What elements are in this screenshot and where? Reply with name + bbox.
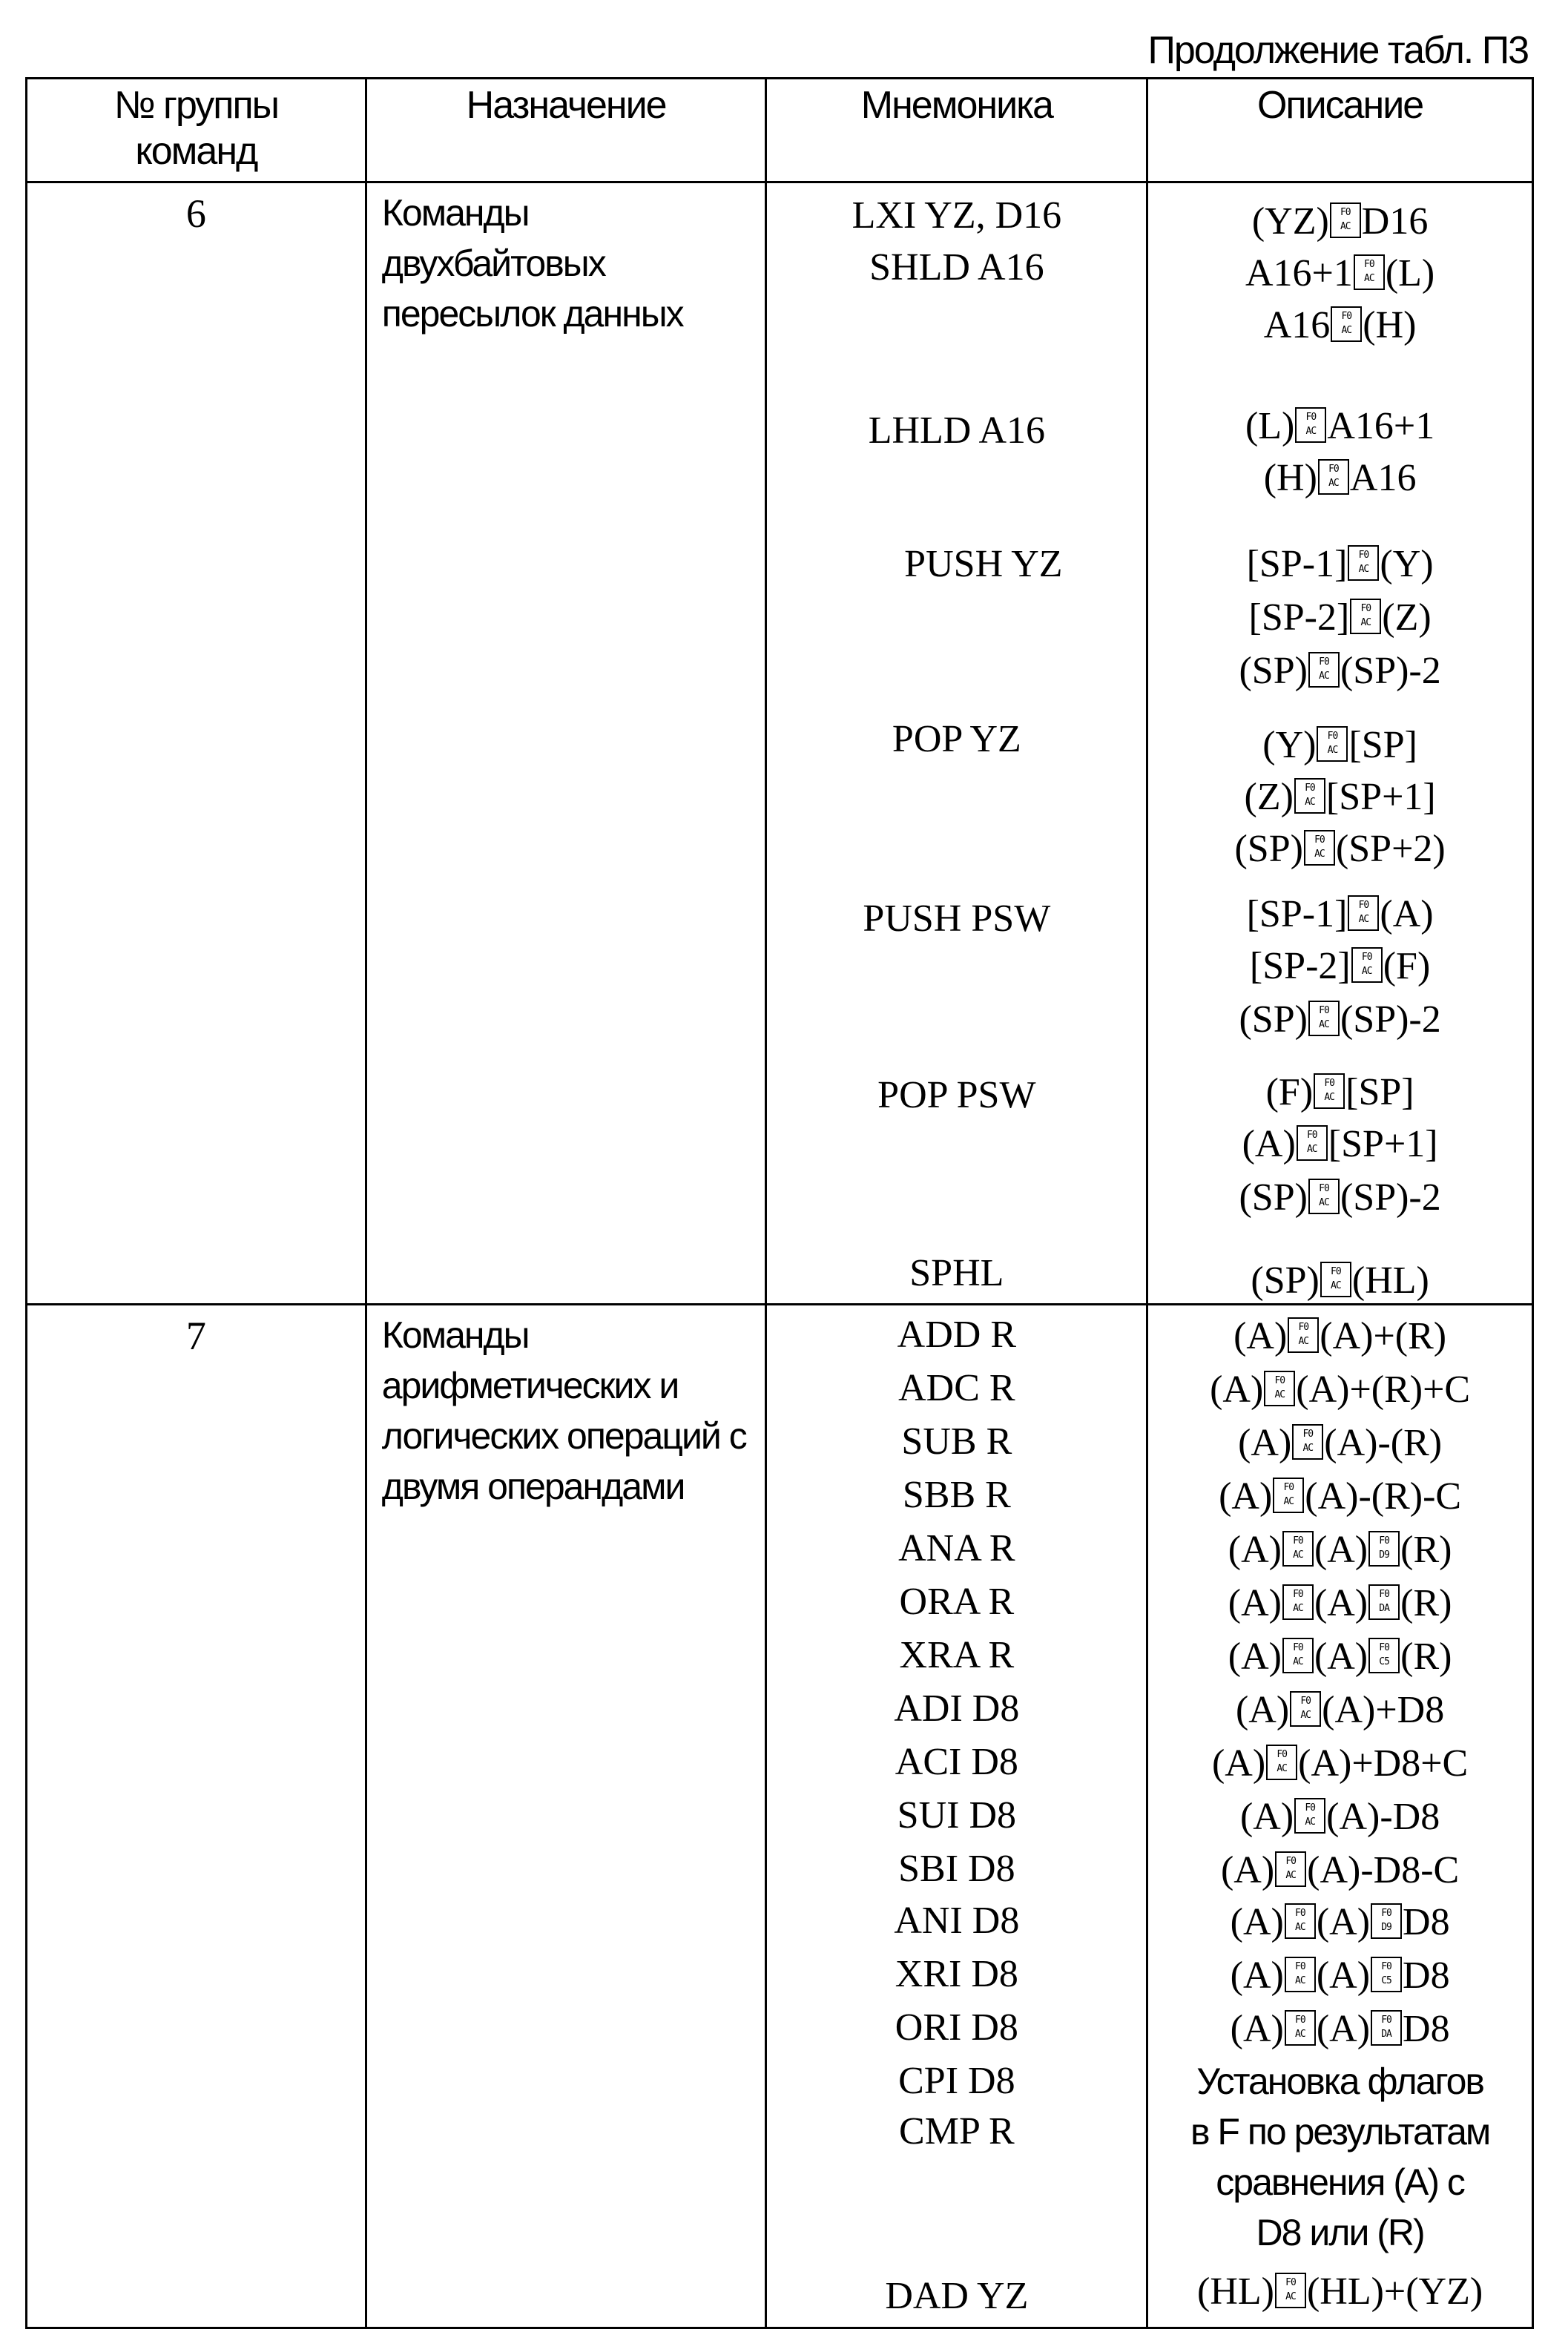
mnemonic: SPHL (909, 1252, 1004, 1294)
description-line: (Z) F0 AC [SP+1] (1244, 776, 1436, 818)
description-line: (A) F0 AC (A) F0 C5 (R) (1228, 1636, 1452, 1678)
mnemonic-cell (766, 1305, 1147, 2328)
assign-arrow-icon: F0 AC (1264, 1371, 1295, 1406)
description-line: A16+1 F0 AC (L) (1245, 252, 1435, 294)
description-line: (A) F0 AC (A) F0 DA (R) (1228, 1582, 1452, 1624)
assign-arrow-icon: F0 AC (1351, 947, 1383, 983)
assign-arrow-icon: F0 AC (1314, 1073, 1345, 1109)
description-line: [SP-2] F0 AC (Z) (1248, 596, 1432, 639)
mnemonic: ADD R (897, 1314, 1017, 1356)
mnemonic: SBI D8 (898, 1848, 1015, 1890)
mnemonic: ADC R (898, 1367, 1015, 1409)
mnemonic: SUI D8 (897, 1794, 1017, 1837)
description-line: (SP) F0 AC (SP)-2 (1239, 998, 1441, 1041)
assign-arrow-icon: F0 AC (1295, 407, 1326, 443)
assign-arrow-icon: F0 AC (1282, 1531, 1314, 1567)
assign-arrow-icon: F0 AC (1330, 202, 1361, 238)
assign-arrow-icon: F0 AC (1275, 1851, 1306, 1887)
table-header-row (27, 79, 1533, 182)
mnemonic: XRI D8 (895, 1953, 1018, 1995)
assign-arrow-icon: F0 AC (1318, 459, 1349, 495)
description-line: (A) F0 AC (A)+D8 (1235, 1689, 1445, 1731)
header-mnemonic: Мнемоника (766, 79, 1147, 182)
description-line: Установка флагов (1196, 2061, 1483, 2102)
mnemonic: SHLD A16 (869, 246, 1044, 289)
or-operator-icon: F0 DA (1371, 2010, 1402, 2046)
assign-arrow-icon: F0 AC (1350, 599, 1381, 634)
description-line: (A) F0 AC (A) F0 DA D8 (1230, 2008, 1450, 2050)
mnemonic: LHLD A16 (868, 409, 1046, 452)
assign-arrow-icon: F0 AC (1297, 1125, 1328, 1161)
mnemonic: SBB R (902, 1474, 1011, 1516)
assign-arrow-icon: F0 AC (1354, 254, 1385, 290)
assign-arrow-icon: F0 AC (1304, 830, 1335, 866)
mnemonic: POP YZ (892, 718, 1021, 760)
assign-arrow-icon: F0 AC (1282, 1638, 1314, 1673)
description-line: (A) F0 AC (A) F0 D9 (R) (1228, 1529, 1452, 1571)
and-operator-icon: F0 D9 (1368, 1531, 1400, 1567)
description-line: (A) F0 AC (A)-(R) (1238, 1422, 1443, 1464)
description-line: (A) F0 AC (A)+D8+C (1211, 1742, 1469, 1785)
header-group-number: № группы команд (27, 79, 366, 182)
table-row-group-6 (27, 182, 1533, 1305)
command-table (25, 77, 1534, 2329)
description-line: (SP) F0 AC (SP)-2 (1239, 1176, 1441, 1219)
assign-arrow-icon: F0 AC (1317, 726, 1348, 762)
assign-arrow-icon: F0 AC (1285, 1903, 1316, 1939)
assign-arrow-icon: F0 AC (1308, 1001, 1340, 1036)
mnemonic: ORA R (899, 1581, 1015, 1623)
description-line: [SP-2] F0 AC (F) (1249, 945, 1431, 987)
table-caption: Продолжение табл. П3 (1147, 29, 1528, 72)
assign-arrow-icon: F0 AC (1348, 545, 1379, 581)
assign-arrow-icon: F0 AC (1288, 1317, 1319, 1353)
description-line: (A) F0 AC (A)-(R)-C (1219, 1475, 1462, 1518)
group-number: 7 (27, 1305, 366, 2328)
assign-arrow-icon: F0 AC (1275, 2273, 1306, 2308)
assign-arrow-icon: F0 AC (1282, 1584, 1314, 1620)
header-purpose: Назначение (366, 79, 766, 182)
description-line: (A) F0 AC (A)-D8-C (1220, 1849, 1460, 1891)
assign-arrow-icon: F0 AC (1294, 778, 1325, 814)
description-line: (Y) F0 AC [SP] (1262, 724, 1417, 766)
assign-arrow-icon: F0 AC (1266, 1745, 1297, 1780)
description-line: [SP-1] F0 AC (A) (1246, 893, 1434, 935)
description-line: (A) F0 AC (A) F0 D9 D8 (1230, 1901, 1450, 1943)
assign-arrow-icon: F0 AC (1294, 1798, 1325, 1834)
assign-arrow-icon: F0 AC (1308, 1179, 1340, 1214)
description-line: (H) F0 AC A16 (1263, 457, 1417, 499)
assign-arrow-icon: F0 AC (1285, 1957, 1316, 1992)
mnemonic: DAD YZ (885, 2275, 1029, 2317)
mnemonic: PUSH PSW (863, 897, 1051, 940)
mnemonic: LXI YZ, D16 (851, 194, 1062, 237)
group-purpose: Команды двухбайтовых пересылок данных (366, 182, 766, 1305)
description-line: (A) F0 AC (A)+(R) (1233, 1315, 1447, 1357)
mnemonic-cell (766, 182, 1147, 1305)
mnemonic: ORI D8 (895, 2006, 1018, 2049)
description-line: (F) F0 AC [SP] (1265, 1071, 1414, 1113)
mnemonic: CPI D8 (898, 2060, 1015, 2102)
assign-arrow-icon: F0 AC (1331, 306, 1362, 342)
xor-operator-icon: F0 C5 (1371, 1957, 1402, 1992)
description-line: (L) F0 AC A16+1 (1245, 405, 1435, 447)
header-description: Описание (1147, 79, 1533, 182)
assign-arrow-icon: F0 AC (1285, 2010, 1316, 2046)
description-line: A16 F0 AC (H) (1263, 304, 1417, 346)
or-operator-icon: F0 DA (1368, 1584, 1400, 1620)
description-cell (1147, 1305, 1533, 2328)
description-line: (A) F0 AC (A) F0 C5 D8 (1230, 1954, 1450, 1997)
description-line: (HL) F0 AC (HL)+(YZ) (1197, 2270, 1483, 2313)
assign-arrow-icon: F0 AC (1320, 1262, 1351, 1297)
assign-arrow-icon: F0 AC (1348, 895, 1379, 931)
description-line: (A) F0 AC (A)+(R)+C (1210, 1368, 1471, 1411)
mnemonic: ANA R (898, 1527, 1015, 1570)
description-cell (1147, 182, 1533, 1305)
mnemonic: PUSH YZ (904, 543, 1063, 585)
mnemonic: CMP R (899, 2110, 1015, 2153)
description-line: (SP) F0 AC (HL) (1251, 1259, 1429, 1302)
xor-operator-icon: F0 C5 (1368, 1638, 1400, 1673)
mnemonic: XRA R (899, 1634, 1015, 1676)
mnemonic: POP PSW (877, 1074, 1036, 1116)
description-line: в F по результатам (1190, 2111, 1490, 2153)
description-line: сравнения (A) с (1216, 2161, 1464, 2203)
group-purpose: Команды арифметических и логических операций с двумя операндами (366, 1305, 766, 2328)
assign-arrow-icon: F0 AC (1292, 1424, 1323, 1460)
description-line: [SP-1] F0 AC (Y) (1246, 543, 1434, 585)
assign-arrow-icon: F0 AC (1290, 1691, 1321, 1727)
description-line: (SP) F0 AC (SP)-2 (1239, 650, 1441, 692)
mnemonic: ACI D8 (895, 1741, 1018, 1783)
and-operator-icon: F0 D9 (1371, 1903, 1402, 1939)
table-row-group-7 (27, 1305, 1533, 2328)
mnemonic: SUB R (901, 1420, 1012, 1463)
group-number: 6 (27, 182, 366, 1305)
assign-arrow-icon: F0 AC (1273, 1478, 1304, 1513)
description-line: (YZ) F0 AC D16 (1251, 200, 1429, 243)
mnemonic: ADI D8 (894, 1687, 1020, 1730)
description-line: (SP) F0 AC (SP+2) (1234, 828, 1446, 870)
description-line: (A) F0 AC [SP+1] (1242, 1123, 1438, 1165)
mnemonic: ANI D8 (894, 1900, 1020, 1942)
assign-arrow-icon: F0 AC (1308, 652, 1340, 688)
description-line: (A) F0 AC (A)-D8 (1239, 1796, 1440, 1838)
description-line: D8 или (R) (1256, 2212, 1424, 2253)
